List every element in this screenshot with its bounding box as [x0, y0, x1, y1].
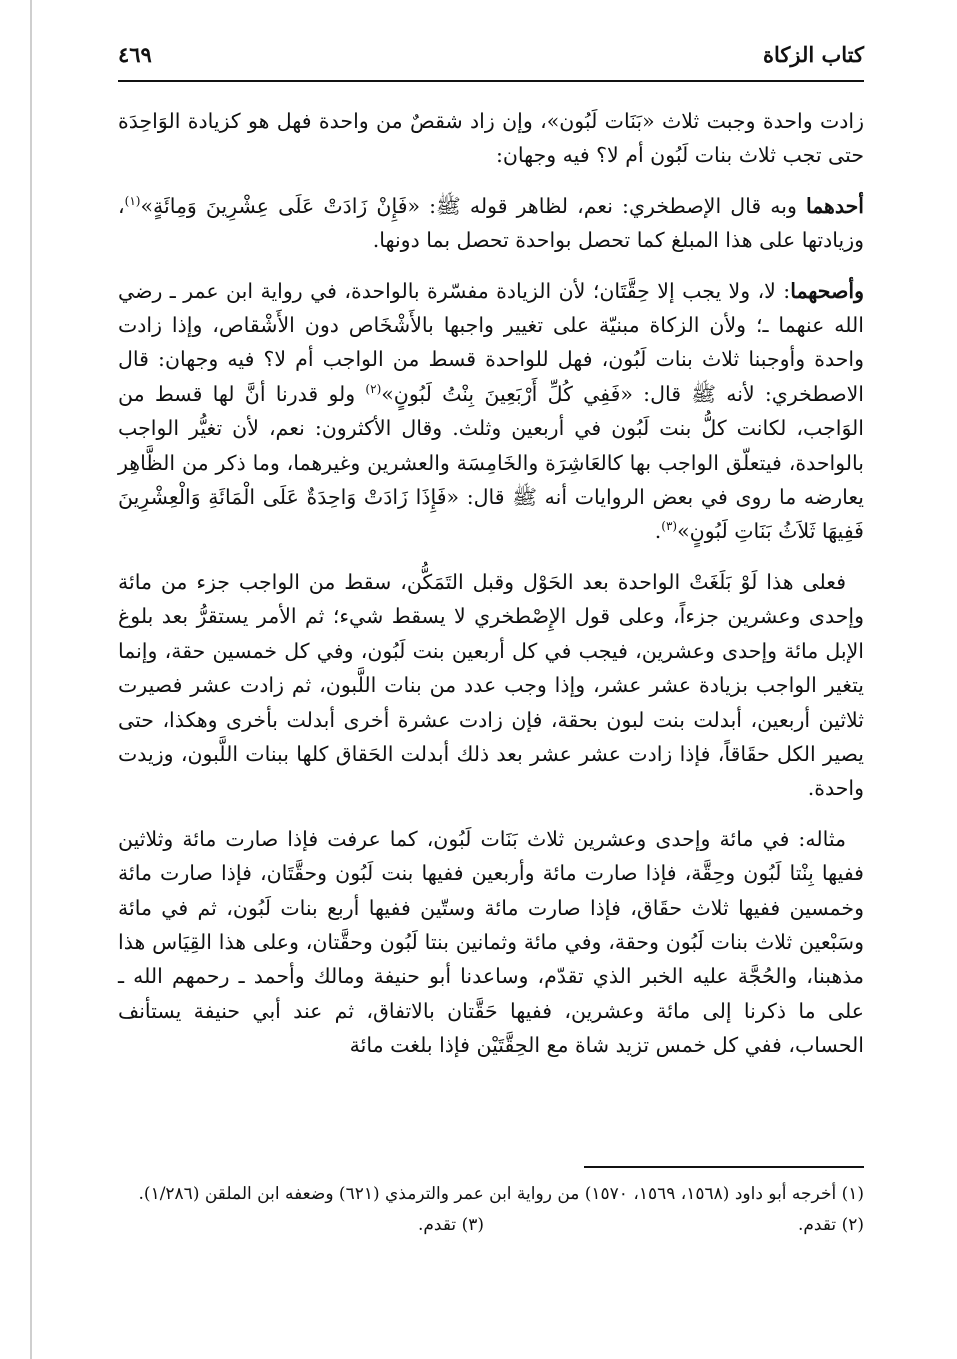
running-header — [118, 40, 864, 80]
footnote-1: (١) أخرجه أبو داود (١٥٦٨، ١٥٦٩، ١٥٧٠) من رواية ابن عمر والترمذي (٦٢١) وضعفه ابن الملقن (١/٢٨٦). — [138, 1184, 864, 1204]
footnote-3: (٣) تقدم. — [417, 1215, 484, 1235]
paragraph-2-lead: أحدهما — [805, 193, 864, 218]
footnote-rule — [584, 1166, 864, 1168]
paragraph-2-text: وبه قال الإصطخري: نعم، لظاهر قوله ﷺ: «فَإِنْ زَادَتْ عَلَى عِشْرِينَ وَمِائَةٍ» — [140, 193, 806, 218]
footnote-ref-2[interactable]: (٢) — [365, 382, 382, 397]
header-rule — [118, 80, 864, 82]
paragraph-1: زادت واحدة وجبت ثلاث «بَنَات لَبُون»، وإن زاد شقصٌ من واحدة فهل هو كزيادة الوَاحِدَة حتى تجب ثلاث بنات لَبُون أم لا؟ فيه وجهان: — [118, 109, 864, 168]
chapter-title: كتاب الزكاة — [762, 42, 864, 67]
footnote-2: (٢) تقدم. — [797, 1215, 864, 1235]
page-edge-shadow — [30, 0, 32, 1359]
footnote-ref-1[interactable]: (١) — [124, 193, 141, 208]
paragraph-3-lead: وأصحهما — [790, 278, 864, 303]
page-number: ٤٦٩ — [118, 42, 152, 67]
footnote-row — [118, 1211, 864, 1240]
footnote-ref-3[interactable]: (٣) — [661, 519, 678, 534]
paragraph-3-text-2: ولو قدرنا أنَّ لها قسط من الوَاجب، لكانت كلُّ بنت لَبُون في أربعين وثلث. وقال الأكثرون: نعم، لأن تغيُّر الواجب بالواحدة، فيتعلّق الواجب بها كالعَاشِرَة والخَامِسَة والعشرين وغيرهما، وما ذكر من الظَّاهِر يعارضه ما روى في بعض الروايات أنه ﷺ قال: «فَإِذَا زَادَتْ وَاحِدَةٌ عَلَى الْمَائَةِ وَالْعِشْرِينَ فَفِيهَا ثَلاَثُ بَنَاتِ لَبُونٍ» — [118, 381, 864, 544]
paragraph-3-tail: . — [654, 519, 662, 544]
paragraph-3-text: : لا، ولا يجب إلا حِقَّتَان؛ لأن الزيادة مفسّرة بالواحدة، في رواية ابن عمر ـ رضي الله عنهما ـ؛ ولأن الزكاة مبنيّة على تغيير واجبها بالأَشْخَاص دون الأَشْقاص، وإذا زادت واحدة وأوجبنا ثلاث بنات لَبُون، فهل للواحدة قسط من الواجب أم لا؟ فيه وجهان: قال الاصطخري: لأنه ﷺ قال: «فَفِي كُلِّ أَرْبَعِينَ بِنْتُ لَبُونٍ» — [118, 278, 864, 406]
paragraph-2-tail: ، وزيادتها على هذا المبلغ كما تحصل بواحدة تحصل بما دونها. — [118, 193, 864, 253]
paragraph-3 — [118, 274, 864, 549]
footnotes — [118, 1180, 864, 1240]
paragraph-2 — [118, 189, 864, 258]
main-text — [118, 104, 864, 1079]
paragraph-5: مثاله: في مائة وإحدى وعشرين ثلاث بَنَات لَبُون، كما عرفت فإذا صارت مائة وثلاثين ففيها بِنْتا لَبُون وحِقَّة، فإذا صارت مائة وأربعين ففيها بنت لَبُون وحقَّتَان، فإذا صارت مائة وخمسين ففيها ثلاث حقَاق، فإذا صارت مائة وستّين ففيها أربع بنات لَبُون، ثم في مائة وسَبْعين ثلاث بنات لَبُون وحقة، وفي مائة وثمانين بنتا لَبُون وحقَّتان، وعلى هذا القِيَاس هذا مذهبنا، والحُجَّة عليه الخبر الذي تقدّم، وساعدنا أبو حنيفة ومالك وأحمد ـ رحمهم الله ـ على ما ذكرنا إلى مائة وعشرين، ففيها حَقَّتان بالاتفاق، ثم عند أبي حنيفة يستأنف الحساب، ففي كل خمس تزيد شاة مع الحِقَّتَيْن فإذا بلغت مائة — [118, 826, 864, 1058]
paragraph-4: فعلى هذا لَوْ بَلَغَتْ الواحدة بعد الحَوْل وقبل التَمَكُّن، سقط من الواجب جزء من مائة وإحدى وعشرين جزءاً، وعلى قول الإِصْطخري لا يسقط شيء؛ ثم الأمر يستقرُّ بعد بلوغ الإبل مائة وإحدى وعشرين، فيجب في كل أربعين بنت لَبُون، وفي كل خمسين حقة، وإنما يتغير الواجب بزيادة عشر عشر، وإذا وجب عدد من بنات اللَّبون، ثم زادت عشر فصيرت ثلاثين أربعين، أبدلت بنت لبون بحقة، فإن زادت عشرة أخرى أبدلت بأخرى وهكذا، حتى يصير الكل حقَاقاً، فإذا زادت عشر عشر بعد ذلك أبدلت الحَقاق كلها ببنات اللَّبون، وزيدت واحدة. — [118, 569, 864, 801]
